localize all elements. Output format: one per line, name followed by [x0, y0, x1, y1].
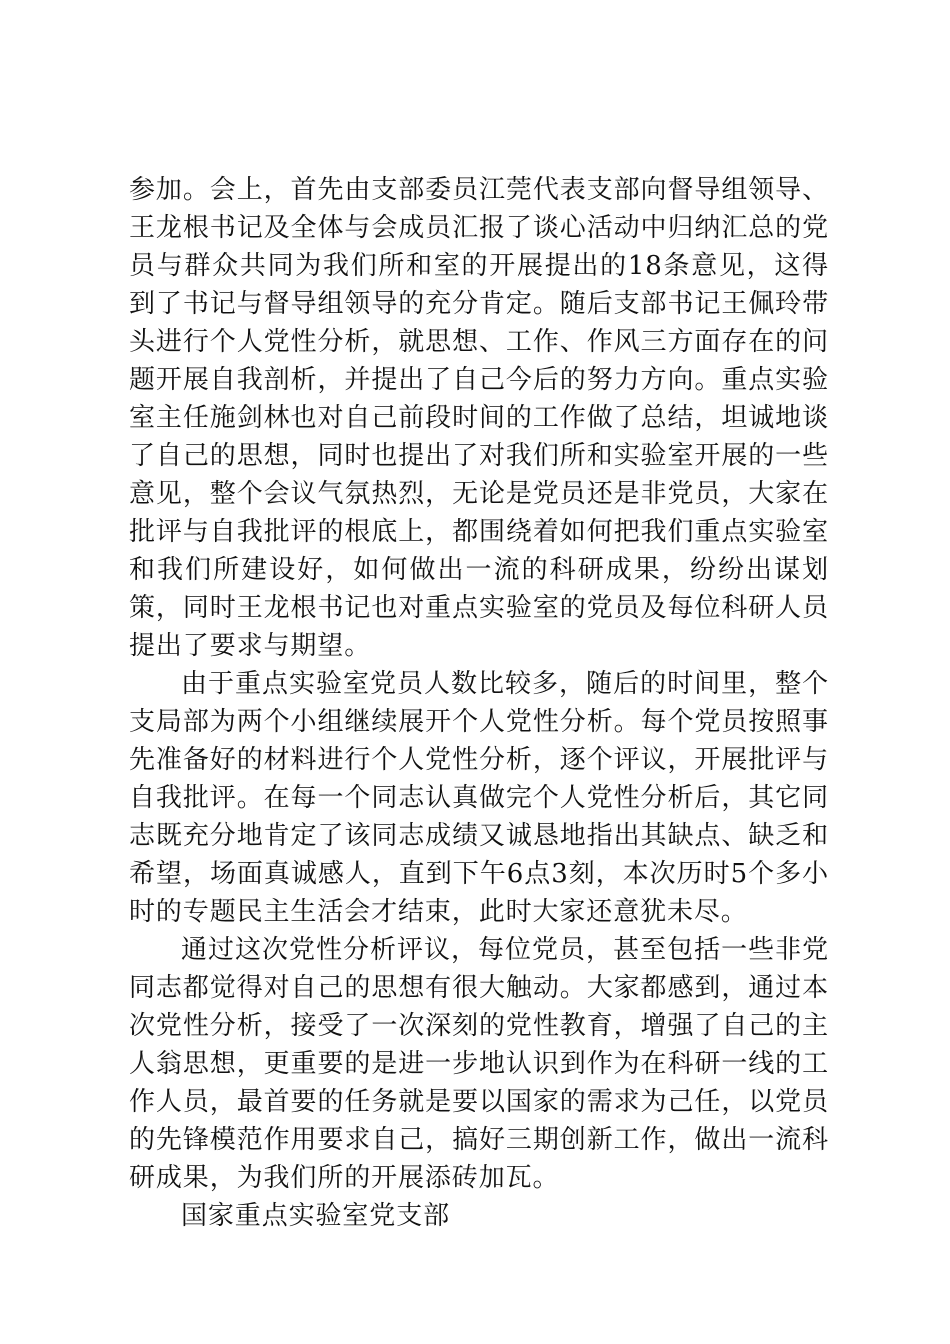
document-body — [129, 171, 829, 1235]
paragraph-2: 由于重点实验室党员人数比较多，随后的时间里，整个支局部为两个小组继续展开个人党性分析。每个党员按照事先准备好的材料进行个人党性分析，逐个评议，开展批评与自我批评。在每一个同志认真做完个人党性分析后，其它同志既充分地肯定了该同志成绩又诚恳地指出其缺点、缺乏和希望，场面真诚感人，直到下午6点3刻，本次历时5个多小时的专题民主生活会才结束，此时大家还意犹未尽。 — [129, 669, 829, 927]
signature-line: 国家重点实验室党支部 — [181, 1201, 451, 1231]
paragraph-3: 通过这次党性分析评议，每位党员，甚至包括一些非党同志都觉得对自己的思想有很大触动。大家都感到，通过本次党性分析，接受了一次深刻的党性教育，增强了自己的主人翁思想，更重要的是进一步地认识到作为在科研一线的工作人员，最首要的任务就是要以国家的需求为己任，以党员的先锋模范作用要求自己，搞好三期创新工作，做出一流科研成果，为我们所的开展添砖加瓦。 — [129, 935, 829, 1193]
paragraph-1: 参加。会上，首先由支部委员江莞代表支部向督导组领导、王龙根书记及全体与会成员汇报了谈心活动中归纳汇总的党员与群众共同为我们所和室的开展提出的18条意见，这得到了书记与督导组领导的充分肯定。随后支部书记王佩玲带头进行个人党性分析，就思想、工作、作风三方面存在的问题开展自我剖析，并提出了自己今后的努力方向。重点实验室主任施剑林也对自己前段时间的工作做了总结，坦诚地谈了自己的思想，同时也提出了对我们所和实验室开展的一些意见，整个会议气氛热烈，无论是党员还是非党员，大家在批评与自我批评的根底上，都围绕着如何把我们重点实验室和我们所建设好，如何做出一流的科研成果，纷纷出谋划策，同时王龙根书记也对重点实验室的党员及每位科研人员提出了要求与期望。 — [129, 175, 829, 661]
